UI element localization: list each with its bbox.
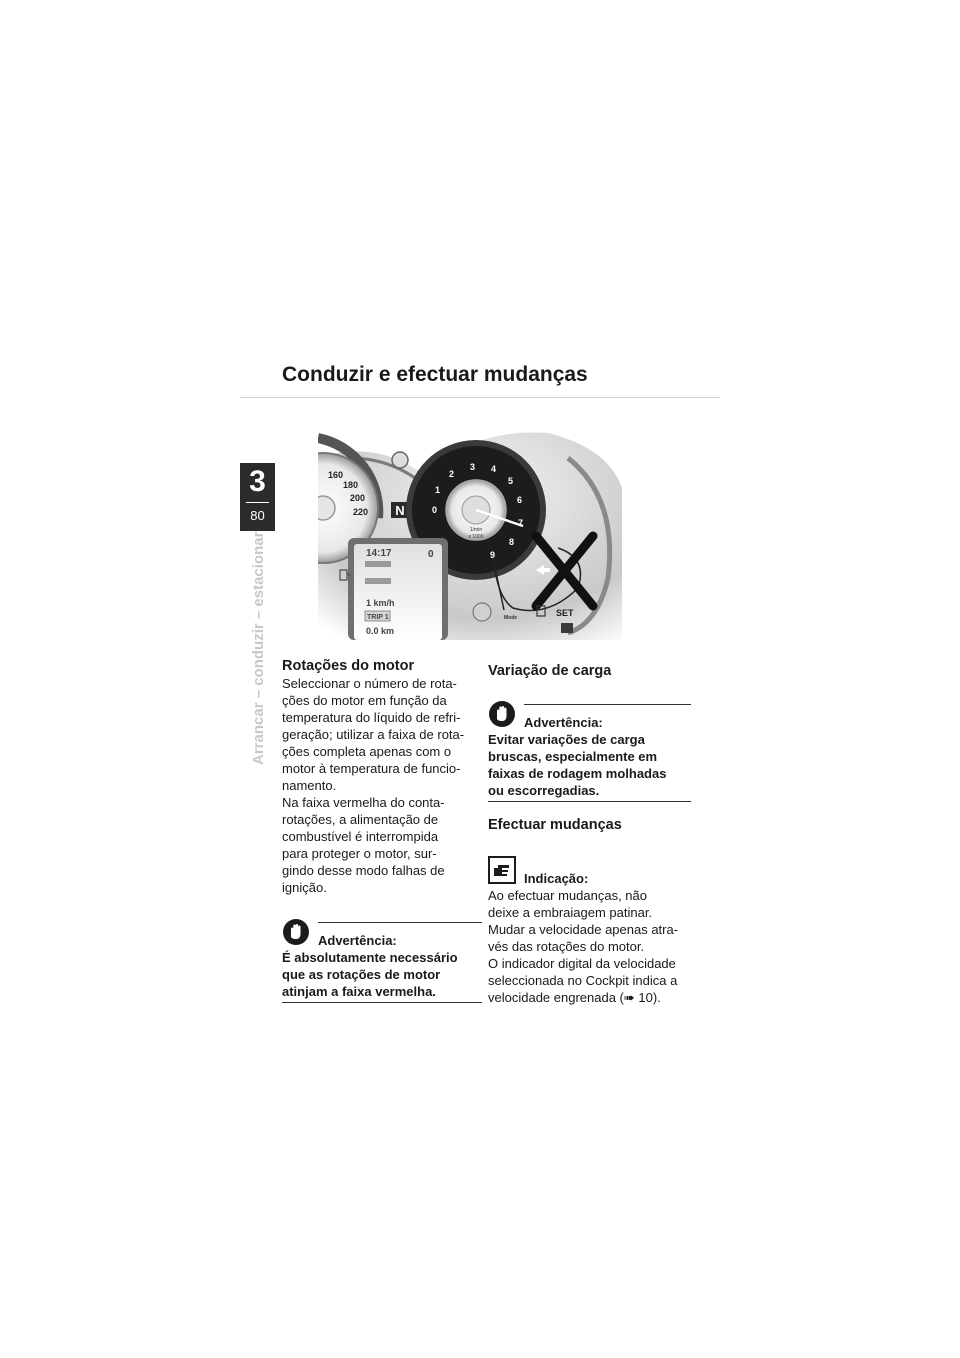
text-line: Na faixa vermelha do conta- [282, 795, 445, 810]
tacho-unit: x 1000 [468, 534, 484, 540]
warning-title: Advertência: [524, 715, 603, 730]
text-line: rotações, a alimentação de [282, 812, 439, 827]
warning-text [488, 731, 691, 799]
page-title: Conduzir e efectuar mudanças [282, 363, 588, 386]
tacho-tick: 2 [449, 469, 455, 479]
hand-warning-icon [488, 700, 516, 728]
warning-lamp-icon [392, 452, 408, 468]
warning-bottom-rule [282, 1002, 482, 1003]
warning-bottom-rule [488, 801, 691, 802]
note-box [488, 852, 691, 1006]
text-line: que as rotações de motor [282, 967, 441, 982]
text-line: O indicador digital da velocidade [488, 956, 676, 971]
text-line: ções completa apenas com o [282, 744, 452, 759]
tacho-tick: 7 [518, 518, 524, 528]
text-line: velocidade engrenada (➠ 10). [488, 990, 661, 1005]
checkbox-icon [561, 623, 573, 633]
warning-title: Advertência: [318, 933, 397, 948]
section-heading-shifting: Efectuar mudanças [488, 817, 622, 833]
tacho-tick: 3 [470, 462, 476, 472]
speedo-tick: 200 [350, 493, 366, 503]
text-line: Evitar variações de carga [488, 732, 645, 747]
engine-speed-text [282, 675, 482, 896]
text-line: Seleccionar o número de rota- [282, 676, 457, 691]
text-line: É absolutamente necessário [282, 950, 458, 965]
text-line: ou escorregadias. [488, 783, 600, 798]
lcd-distance: 0.0 km [366, 626, 395, 636]
tacho-tick: 0 [432, 505, 438, 515]
section-heading-engine-speed: Rotações do motor [282, 658, 415, 674]
page-number: 80 [250, 508, 265, 523]
text-line: Ao efectuar mudanças, não [488, 888, 647, 903]
text-line: Mudar a velocidade apenas atra- [488, 922, 679, 937]
speedo-tick: 160 [328, 470, 344, 480]
round-button [473, 603, 491, 621]
warning-top-rule [524, 704, 691, 705]
text-line: ções do motor em função da [282, 693, 447, 708]
left-column [282, 657, 482, 1003]
lcd-reserve: 0 [428, 549, 434, 560]
text-line: namento. [282, 778, 337, 793]
mode-button-label: Mode [504, 615, 518, 621]
text-line: deixe a embraiagem patinar. [488, 905, 653, 920]
text-line: vés das rotações do motor. [488, 939, 645, 954]
tacho-tick: 5 [508, 476, 514, 486]
text-line: combustível é interrompida [282, 829, 439, 844]
title-divider [240, 397, 720, 398]
note-title: Indicação: [524, 871, 589, 886]
speedo-tick: 220 [353, 507, 369, 517]
warning-top-rule [318, 922, 482, 923]
lcd-time: 14:17 [366, 548, 392, 559]
note-hand-icon [488, 856, 516, 884]
section-heading-load-change: Variação de carga [488, 663, 612, 679]
hand-warning-icon [282, 918, 310, 946]
text-line: faixas de rodagem molhadas [488, 766, 667, 781]
text-line: gindo desse modo falhas de [282, 863, 445, 878]
tacho-tick: 9 [490, 550, 496, 560]
tacho-tick: 4 [491, 464, 497, 474]
lcd-speed: 1 km/h [366, 598, 395, 608]
note-text [488, 887, 691, 1006]
tacho-tick: 1 [435, 485, 441, 495]
chapter-side-title: Arrancar – conduzir – estacionar [250, 531, 267, 765]
chapter-divider [246, 502, 269, 503]
right-column [488, 662, 691, 1006]
neutral-indicator-label: N [395, 503, 405, 518]
text-line: para proteger o motor, sur- [282, 846, 437, 861]
text-line: seleccionada no Cockpit indica a [488, 973, 678, 988]
lcd-display [348, 538, 448, 640]
warning-box [282, 920, 482, 1003]
cockpit-illustration [318, 418, 622, 640]
speedo-tick: 180 [343, 480, 359, 490]
text-line: ignição. [282, 880, 327, 895]
chapter-number: 3 [249, 465, 266, 498]
text-line: bruscas, especialmente em [488, 749, 658, 764]
warning-box [488, 702, 691, 802]
text-line: geração; utilizar a faixa de rota- [282, 727, 465, 742]
text-line: motor à temperatura de funcio- [282, 761, 461, 776]
tacho-unit: 1/min [469, 527, 483, 533]
text-line: atinjam a faixa vermelha. [282, 984, 436, 999]
tacho-tick: 8 [509, 537, 515, 547]
lcd-trip: TRIP 1 [367, 614, 389, 621]
text-line: temperatura do líquido de refri- [282, 710, 461, 725]
set-button-label: SET [556, 608, 574, 618]
tacho-tick: 6 [517, 495, 523, 505]
warning-text [282, 949, 482, 1000]
